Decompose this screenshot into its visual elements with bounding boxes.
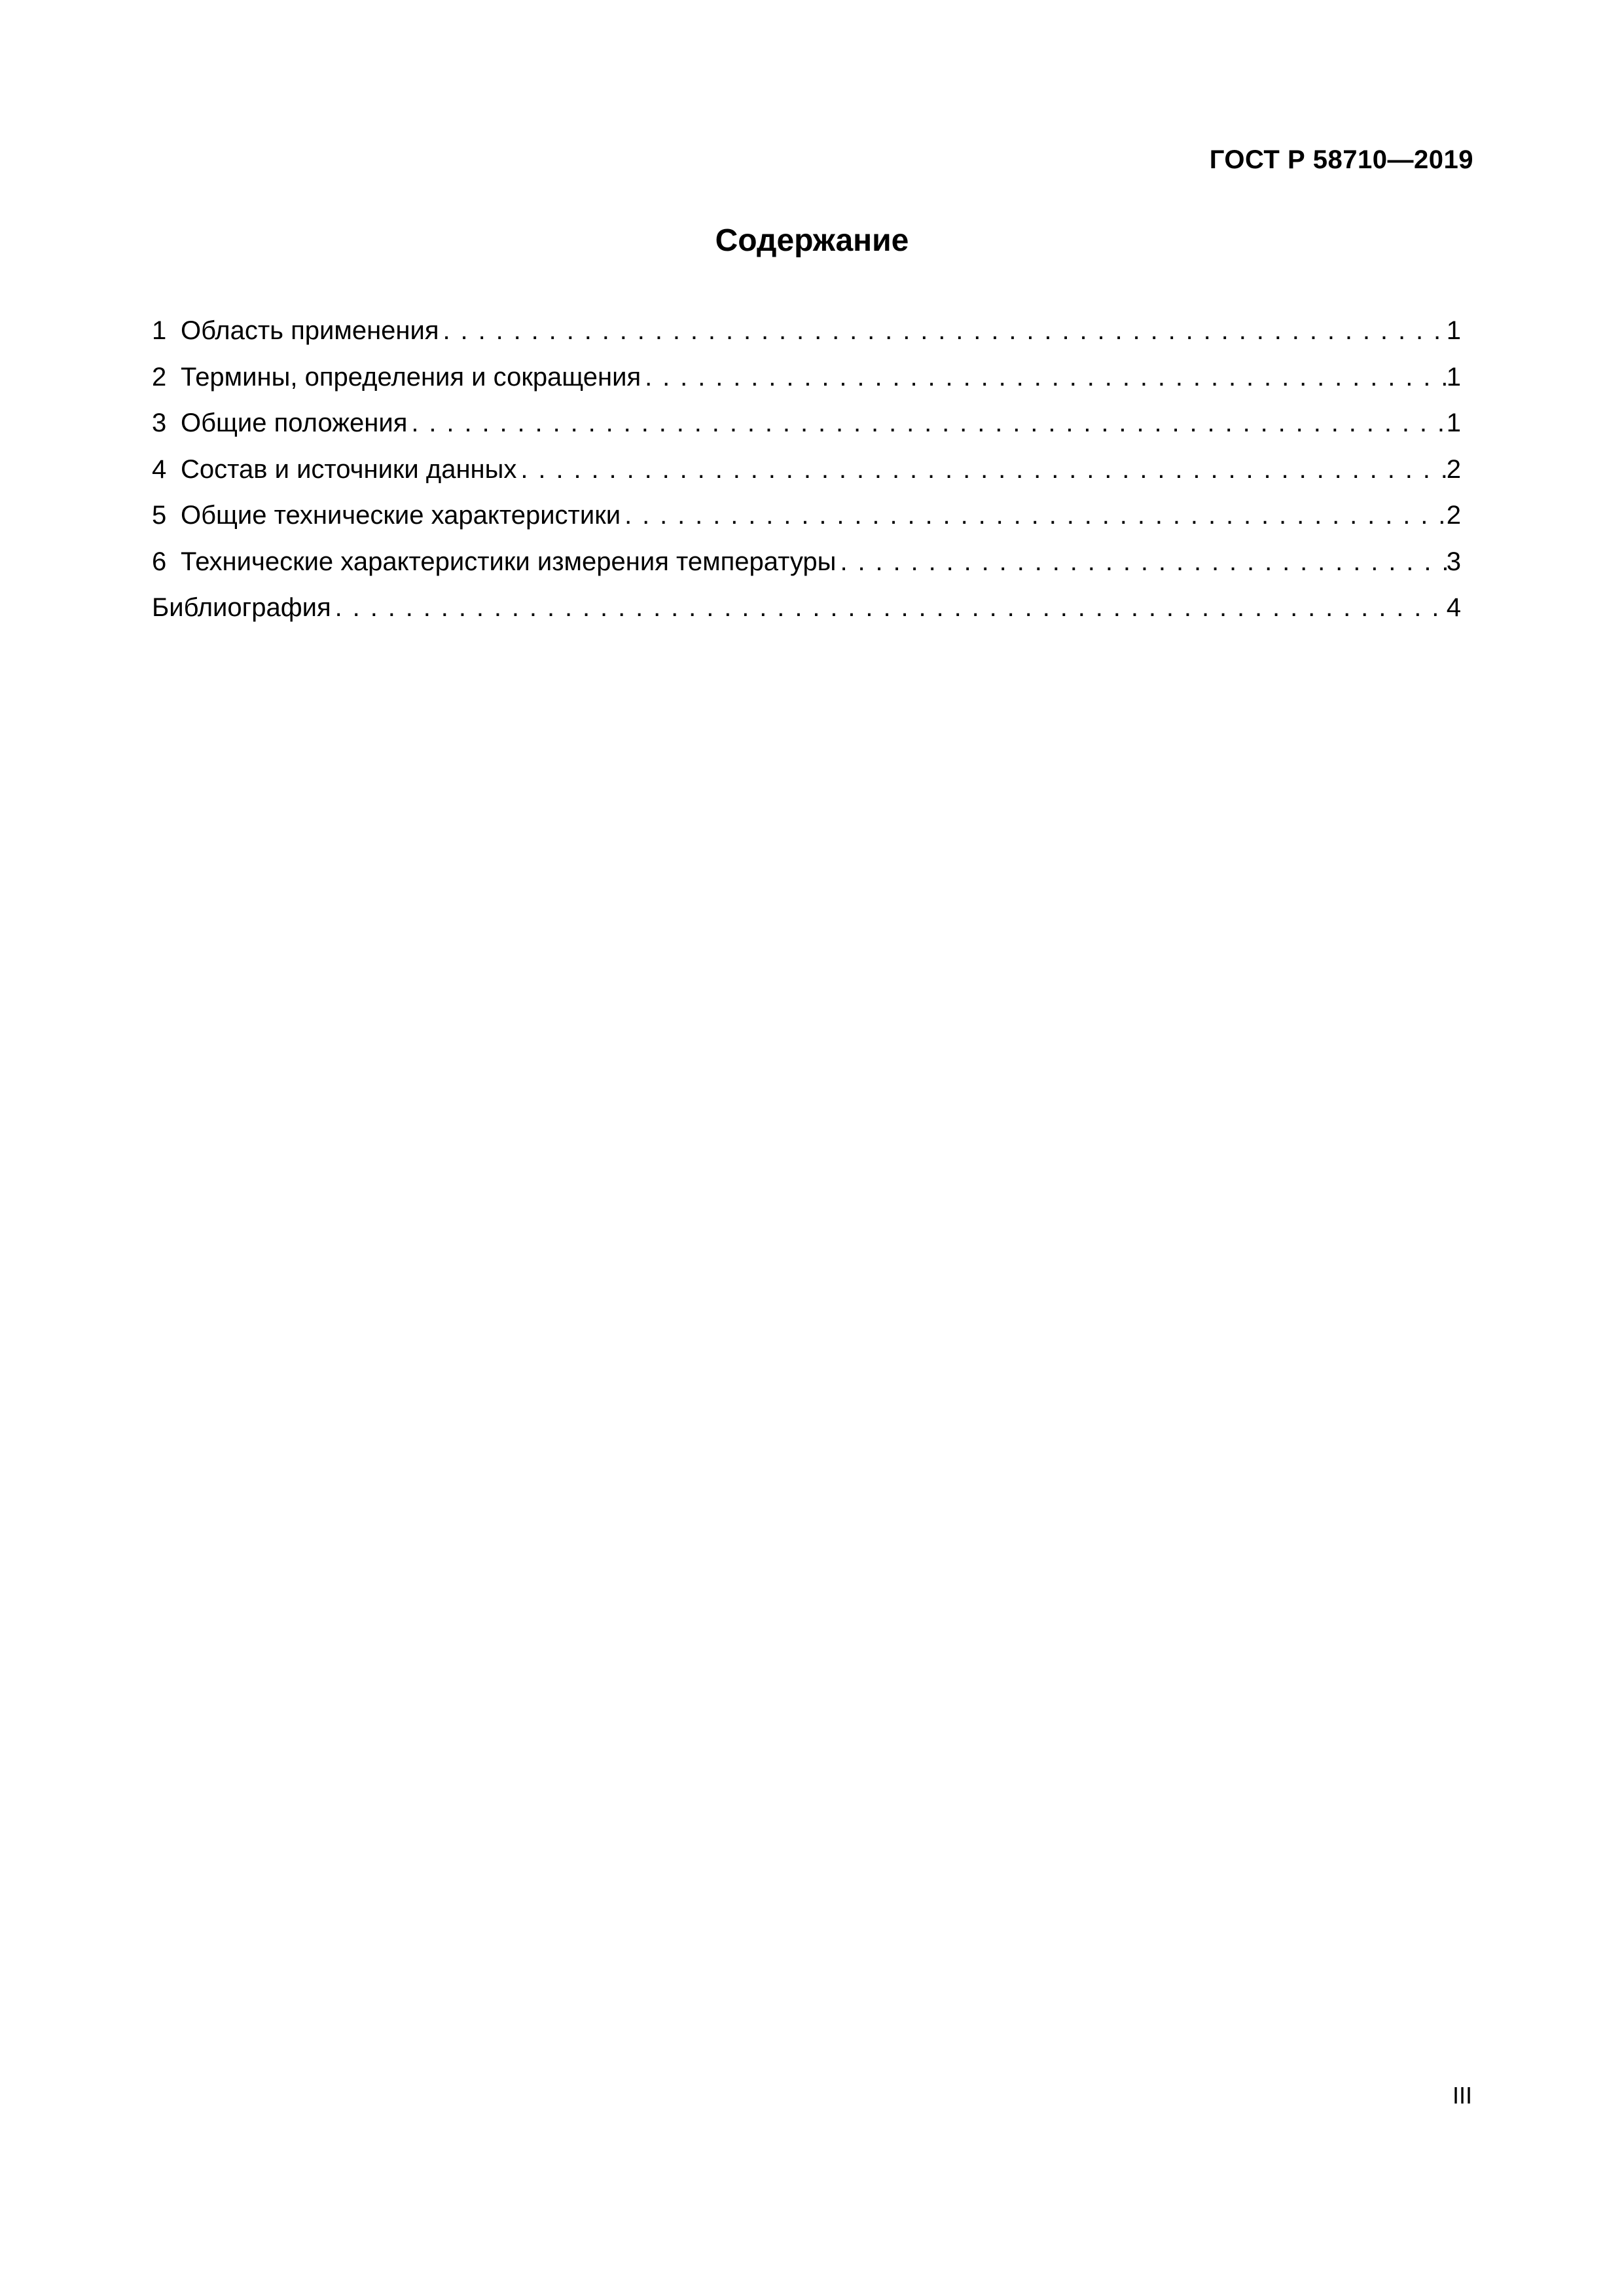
toc-entry-page: 2 — [1446, 454, 1461, 484]
toc-entry-number: 6 — [152, 547, 167, 576]
toc-entry-page: 1 — [1446, 409, 1461, 437]
toc-entry-number: 1 — [152, 316, 167, 345]
toc-entry-page: 3 — [1446, 547, 1461, 576]
toc-entry-temperature-specs[interactable] — [152, 539, 1461, 585]
toc-entry-page: 4 — [1446, 593, 1461, 622]
toc-dot-leader — [439, 308, 1447, 354]
toc-entry-page: 1 — [1446, 316, 1461, 345]
toc-entry-text: Библиография — [152, 593, 331, 622]
table-of-contents — [152, 308, 1461, 631]
toc-entry-text: Технические характеристики измерения температуры — [181, 547, 837, 576]
toc-entry-general[interactable] — [152, 400, 1461, 446]
toc-entry-number: 3 — [152, 409, 167, 437]
toc-entry-text: Общие положения — [181, 409, 408, 437]
page-number: III — [1452, 2082, 1472, 2109]
toc-entry-text: Область применения — [181, 316, 439, 345]
toc-dot-leader — [621, 492, 1447, 539]
toc-dot-leader — [516, 446, 1446, 493]
toc-entry-number: 4 — [152, 454, 167, 484]
toc-entry-page: 2 — [1446, 501, 1461, 530]
toc-entry-data-sources[interactable] — [152, 446, 1461, 493]
toc-dot-leader — [836, 539, 1446, 585]
toc-entry-text: Состав и источники данных — [181, 454, 517, 484]
toc-title: Содержание — [715, 223, 909, 258]
toc-entry-scope[interactable] — [152, 308, 1461, 354]
toc-dot-leader — [407, 400, 1446, 446]
toc-entry-text: Общие технические характеристики — [181, 501, 621, 530]
toc-dot-leader — [641, 354, 1447, 401]
toc-entry-page: 1 — [1446, 362, 1461, 392]
toc-dot-leader — [331, 585, 1447, 631]
toc-entry-number: 2 — [152, 362, 167, 392]
document-code: ГОСТ Р 58710—2019 — [1209, 145, 1473, 174]
toc-entry-general-specs[interactable] — [152, 492, 1461, 539]
toc-entry-number: 5 — [152, 501, 167, 530]
toc-entry-terms[interactable] — [152, 354, 1461, 401]
toc-entry-bibliography[interactable] — [152, 585, 1461, 631]
toc-entry-text: Термины, определения и сокращения — [181, 362, 641, 392]
